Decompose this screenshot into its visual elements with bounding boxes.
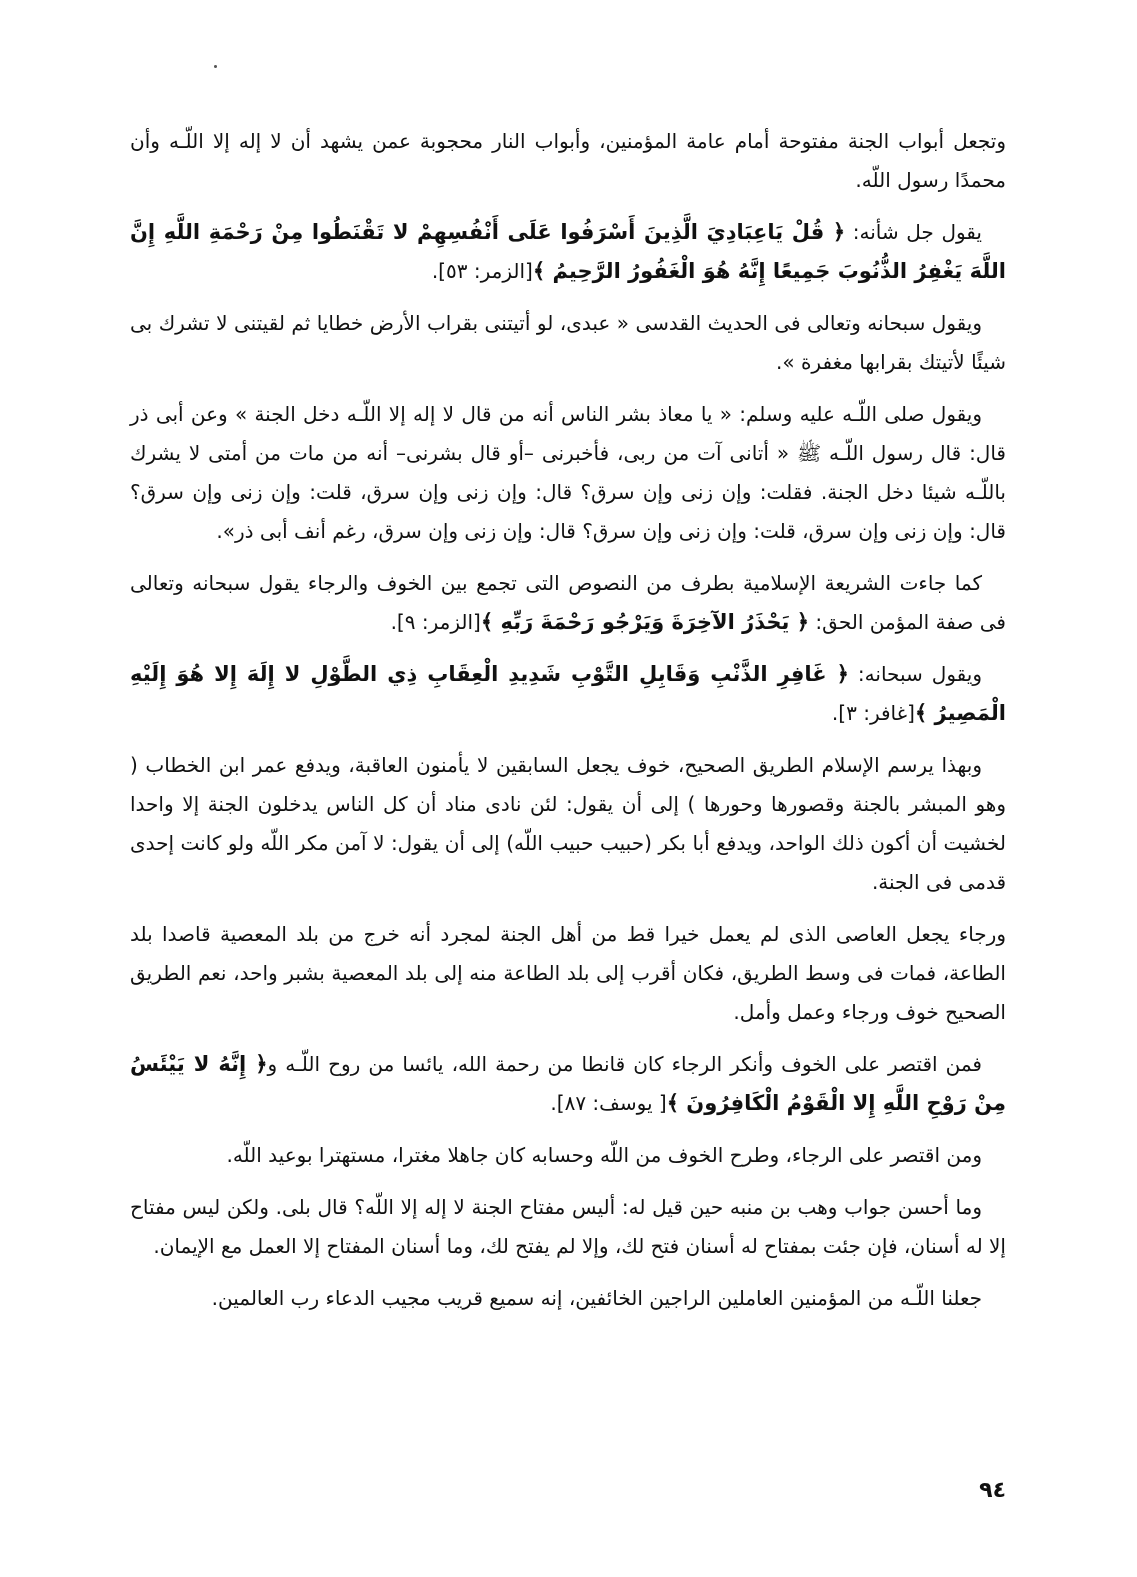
paragraph-2	[130, 213, 1006, 291]
paragraph-7	[130, 746, 1006, 902]
text-segment: فمن اقتصر على الخوف وأنكر الرجاء كان قانطا من رحمة الله، يائسا من روح اللّـه و	[267, 1052, 982, 1076]
paragraph-1	[130, 122, 1006, 200]
text-segment: ويقول سبحانه:	[848, 662, 982, 686]
page-number: ٩٤	[979, 1478, 1006, 1503]
paragraph-9	[130, 1045, 1006, 1123]
body-text	[130, 122, 1006, 1331]
quran-verse: ﴿ غَافِرِ الذَّنْبِ وَقَابِلِ التَّوْبِ شَدِيدِ الْعِقَابِ ذِي الطَّوْلِ لا إِلَهَ إِلا هُوَ إِلَيْهِ الْمَصِيرُ ﴾	[130, 662, 1006, 725]
paragraph-12	[130, 1279, 1006, 1318]
quran-verse: ﴿ قُلْ يَاعِبَادِيَ الَّذِينَ أَسْرَفُوا عَلَى أَنْفُسِهِمْ لا تَقْنَطُوا مِنْ رَحْمَةِ اللَّهِ إِنَّ اللَّهَ يَغْفِرُ الذُّنُوبَ جَمِيعًا إِنَّهُ هُوَ الْغَفُورُ الرَّحِيمُ ﴾	[130, 220, 1006, 283]
text-segment: ورجاء يجعل العاصى الذى لم يعمل خيرا قط من أهل الجنة لمجرد أنه خرج من بلد المعصية قاصدا بلد الطاعة، فمات فى وسط الطريق، فكان أقرب إلى بلد الطاعة منه إلى بلد المعصية بشبر واحد، نعم الطريق الصحيح خوف ورجاء وعمل وأمل.	[130, 922, 1006, 1024]
page-speck	[214, 65, 217, 68]
text-segment: ومن اقتصر على الرجاء، وطرح الخوف من اللّه وحسابه كان جاهلا مغترا، مستهترا بوعيد اللّه.	[226, 1143, 982, 1167]
text-segment: كما جاءت الشريعة الإسلامية بطرف من النصوص التى تجمع بين الخوف والرجاء يقول سبحانه وتعالى فى صفة المؤمن الحق:	[130, 571, 1006, 634]
paragraph-3	[130, 304, 1006, 382]
text-segment: يقول جل شأنه:	[845, 220, 982, 244]
paragraph-8	[130, 915, 1006, 1032]
verse-citation: [الزمر: ٩].	[390, 610, 481, 634]
text-segment: وما أحسن جواب وهب بن منبه حين قيل له: أليس مفتاح الجنة لا إله إلا اللّه؟ قال بلى. ولكن ليس مفتاح إلا له أسنان، فإن جئت بمفتاح له أسنان فتح لك، وإلا لم يفتح لك، وما أسنان المفتاح إلا العمل مع الإيمان.	[130, 1195, 1006, 1258]
verse-citation: [ يوسف: ٨٧].	[550, 1091, 667, 1115]
quran-verse: ﴿ يَحْذَرُ الآخِرَةَ وَيَرْجُو رَحْمَةَ رَبِّهِ ﴾	[480, 610, 810, 634]
paragraph-5	[130, 564, 1006, 642]
quran-verse: ﴿ إِنَّهُ لا يَيْئَسُ مِنْ رَوْحِ اللَّهِ إِلا الْقَوْمُ الْكَافِرُونَ ﴾	[130, 1052, 1006, 1115]
paragraph-4	[130, 395, 1006, 551]
paragraph-11	[130, 1188, 1006, 1266]
text-segment: وتجعل أبواب الجنة مفتوحة أمام عامة المؤمنين، وأبواب النار محجوبة عمن يشهد أن لا إله إلا اللّـه وأن محمدًا رسول اللّه.	[130, 129, 1006, 192]
paragraph-6	[130, 655, 1006, 733]
verse-citation: [الزمر: ٥٣].	[431, 259, 533, 283]
text-segment: ويقول صلى اللّـه عليه وسلم: « يا معاذ بشر الناس أنه من قال لا إله إلا اللّـه دخل الجنة » وعن أبى ذر قال: قال رسول اللّـه ﷺ « أتانى آت من ربى، فأخبرنى –أو قال بشرنى– أنه من مات من أمتى لا يشرك باللّـه شيئا دخل الجنة. فقلت: وإن زنى وإن سرق؟ قال: وإن زنى وإن سرق، قلت: وإن زنى وإن سرق؟ قال: وإن زنى وإن سرق، قلت: وإن زنى وإن سرق؟ قال: وإن زنى وإن سرق، رغم أنف أبى ذر».	[130, 402, 1006, 543]
paragraph-10	[130, 1136, 1006, 1175]
text-segment: جعلنا اللّـه من المؤمنين العاملين الراجين الخائفين، إنه سميع قريب مجيب الدعاء رب العالمين.	[211, 1286, 982, 1310]
text-segment: ويقول سبحانه وتعالى فى الحديث القدسى « عبدى، لو أتيتنى بقراب الأرض خطايا ثم لقيتنى لا تشرك بى شيئًا لأتيتك بقرابها مغفرة ».	[130, 311, 1006, 374]
verse-citation: [غافر: ٣].	[831, 701, 915, 725]
text-segment: وبهذا يرسم الإسلام الطريق الصحيح، خوف يجعل السابقين لا يأمنون العاقبة، ويدفع عمر ابن الخطاب ( وهو المبشر بالجنة وقصورها وحورها ) إلى أن يقول: لئن نادى مناد أن كل الناس يدخلون الجنة إلا واحدا لخشيت أن أكون ذلك الواحد، ويدفع أبا بكر (حبيب حبيب اللّه) إلى أن يقول: لا آمن مكر اللّه ولو كانت إحدى قدمى فى الجنة.	[130, 753, 1006, 894]
